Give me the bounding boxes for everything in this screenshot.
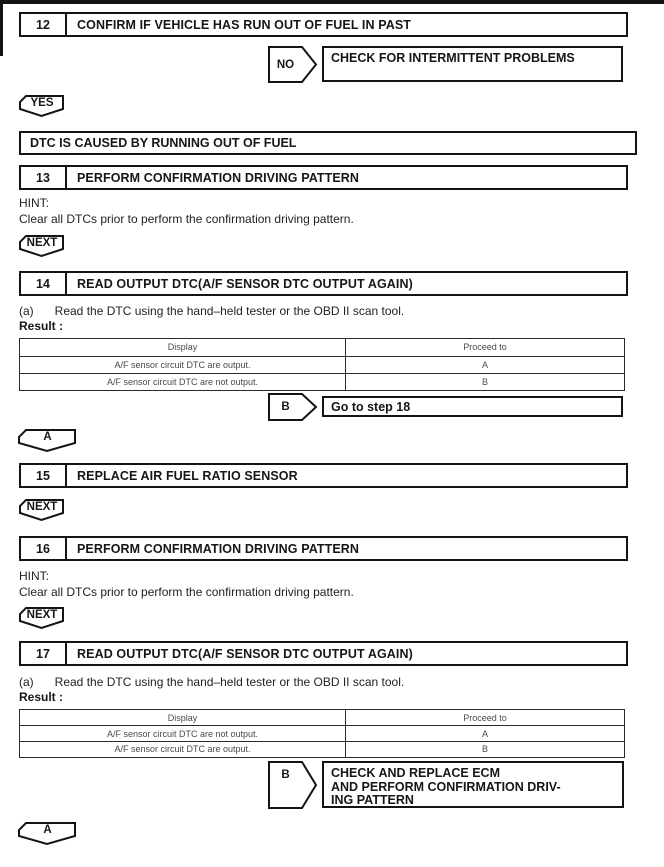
result-label-2: Result :: [19, 690, 64, 704]
cell-display: A/F sensor circuit DTC are not output.: [20, 374, 346, 390]
hint-title-2: HINT:: [19, 569, 49, 583]
header-display: Display: [20, 710, 346, 725]
goto-step-18-box: Go to step 18: [322, 396, 623, 417]
step-17-number: 17: [21, 643, 67, 664]
header-proceed-to: Proceed to: [463, 342, 507, 353]
page-top-border: [0, 0, 664, 4]
hint-body-2: Clear all DTCs prior to perform the confirmation driving pattern.: [19, 585, 354, 599]
table-row: [20, 741, 624, 757]
check-replace-ecm-box: [322, 761, 624, 808]
table-row: [20, 725, 624, 741]
instruction-text: Read the DTC using the hand–held tester or the OBD II scan tool.: [54, 675, 405, 689]
table-header-row: [20, 710, 624, 725]
ecm-box-line: CHECK AND REPLACE ECM: [331, 766, 500, 780]
cell-display: A/F sensor circuit DTC are output.: [20, 357, 346, 373]
next-tag-label: NEXT: [26, 608, 58, 621]
step-17-instruction: [19, 675, 404, 689]
hint-title-1: HINT:: [19, 196, 49, 210]
next-tag-label: NEXT: [26, 500, 58, 513]
step-14-header: [19, 271, 628, 296]
no-result-box: CHECK FOR INTERMITTENT PROBLEMS: [322, 46, 623, 82]
instruction-prefix: (a): [19, 675, 34, 689]
b-connector-step14: [268, 393, 318, 421]
step-17-title: READ OUTPUT DTC(A/F SENSOR DTC OUTPUT AGAIN): [77, 646, 413, 661]
step-13-header: [19, 165, 628, 190]
step-17-header: [19, 641, 628, 666]
step-14-result-table: [19, 338, 625, 391]
a-tag-label: A: [43, 430, 52, 443]
b-connector-step17: [268, 761, 318, 809]
table-row: [20, 356, 624, 373]
step-16-header: [19, 536, 628, 561]
step-12-header: [19, 12, 628, 37]
b-connector-label: B: [281, 401, 290, 413]
next-tag-label: NEXT: [26, 236, 58, 249]
step-13-title: PERFORM CONFIRMATION DRIVING PATTERN: [77, 170, 360, 185]
step-17-result-table: [19, 709, 625, 758]
next-tag-3: [19, 607, 65, 630]
page-left-border: [0, 0, 3, 56]
a-tag-2: [18, 822, 77, 846]
statement-box: DTC IS CAUSED BY RUNNING OUT OF FUEL: [19, 131, 637, 155]
step-16-number: 16: [21, 538, 67, 559]
cell-display: A/F sensor circuit DTC are not output.: [20, 726, 346, 741]
step-15-number: 15: [21, 465, 67, 486]
cell-proceed: A: [481, 728, 488, 739]
result-label-1: Result :: [19, 319, 64, 333]
step-15-title: REPLACE AIR FUEL RATIO SENSOR: [77, 468, 298, 483]
step-12-title: CONFIRM IF VEHICLE HAS RUN OUT OF FUEL IN PAST: [77, 17, 412, 32]
next-tag-2: [19, 499, 65, 522]
next-tag-1: [19, 235, 65, 258]
step-14-instruction: [19, 304, 404, 318]
step-16-title: PERFORM CONFIRMATION DRIVING PATTERN: [77, 541, 360, 556]
hint-body-1: Clear all DTCs prior to perform the confirmation driving pattern.: [19, 212, 354, 226]
instruction-prefix: (a): [19, 304, 34, 318]
step-14-number: 14: [21, 273, 67, 294]
b-connector-label: B: [281, 769, 290, 781]
cell-proceed: B: [481, 376, 488, 387]
table-header-row: [20, 339, 624, 356]
a-tag-label: A: [43, 823, 52, 836]
ecm-box-line: ING PATTERN: [331, 793, 414, 807]
instruction-text: Read the DTC using the hand–held tester or the OBD II scan tool.: [54, 304, 405, 318]
yes-tag: [19, 95, 65, 118]
no-connector: [268, 46, 318, 83]
a-tag-1: [18, 429, 77, 453]
cell-display: A/F sensor circuit DTC are output.: [20, 742, 346, 757]
step-15-header: [19, 463, 628, 488]
header-display: Display: [20, 339, 346, 356]
table-row: [20, 373, 624, 390]
cell-proceed: B: [481, 744, 488, 755]
step-12-number: 12: [21, 14, 67, 35]
ecm-box-line: AND PERFORM CONFIRMATION DRIV-: [331, 779, 561, 794]
no-connector-label: NO: [276, 58, 295, 71]
step-13-number: 13: [21, 167, 67, 188]
step-14-title: READ OUTPUT DTC(A/F SENSOR DTC OUTPUT AGAIN): [77, 276, 413, 291]
yes-tag-label: YES: [30, 96, 54, 109]
header-proceed-to: Proceed to: [463, 712, 507, 723]
cell-proceed: A: [481, 359, 488, 370]
